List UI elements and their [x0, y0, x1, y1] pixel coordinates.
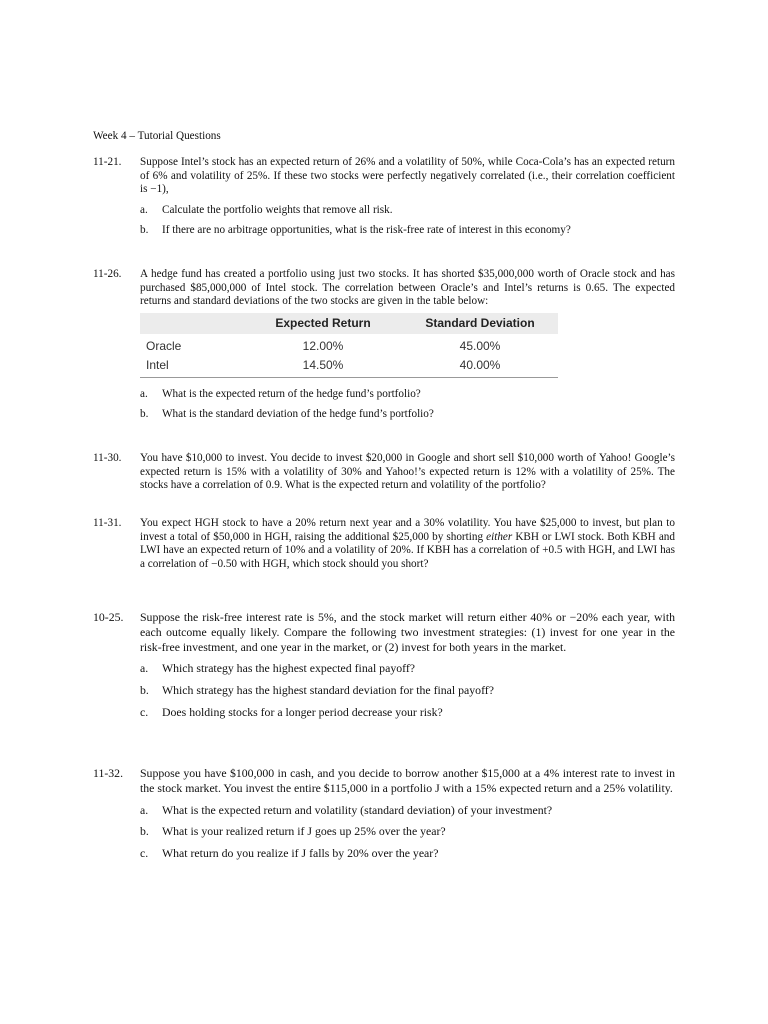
table-cell: Intel	[140, 356, 244, 378]
question-part	[140, 388, 675, 402]
question-part	[140, 824, 675, 839]
part-letter: b.	[140, 224, 149, 237]
table-header	[140, 313, 244, 334]
part-letter: a.	[140, 802, 149, 817]
table-cell: 45.00%	[459, 338, 501, 353]
table-header: Expected Return	[244, 313, 402, 334]
part-letter: b.	[140, 408, 149, 421]
question-text	[140, 517, 675, 571]
part-text: Which strategy has the highest standard deviation for the final payoff?	[162, 683, 494, 698]
question-number: 11-31.	[93, 517, 122, 529]
question-part	[140, 204, 675, 218]
question-part	[140, 705, 675, 720]
table-cell: Oracle	[146, 338, 182, 353]
part-text: What is the expected return and volatility (standard deviation) of your investment?	[162, 802, 553, 817]
question-11-21	[93, 156, 675, 238]
table-header-row	[140, 313, 558, 334]
question-text: A hedge fund has created a portfolio using just two stocks. It has shorted $35,000,000 worth of Oracle stock and has purchased $85,000,000 of Intel stock. The correlation between Oracle’s and Intel’s returns is 0.65. The expected returns and standard deviations of the two stocks are given in the table below:	[140, 268, 675, 308]
part-text: What is your realized return if J goes up 25% over the year?	[162, 824, 446, 839]
question-number: 11-32.	[93, 766, 124, 780]
question-number: 11-21.	[93, 156, 122, 168]
question-part	[140, 683, 675, 698]
question-text-part: You expect HGH stock to have a 20% return next year and a 30% volatility. You have $25,000 to invest, but plan to invest a total of $50,000 in HGH, raising the additional $25,000 by shorting	[140, 517, 675, 543]
part-text: Which strategy has the highest expected final payoff?	[162, 661, 415, 676]
question-number: 11-30.	[93, 452, 122, 464]
part-letter: c.	[140, 704, 149, 719]
table-cell: 14.50%	[244, 356, 402, 378]
part-letter: c.	[140, 846, 149, 861]
part-text: What return do you realize if J falls by 20% over the year?	[162, 846, 439, 861]
part-letter: b.	[140, 824, 149, 839]
question-part	[140, 408, 675, 422]
table-row	[140, 334, 558, 356]
stock-data-table	[140, 313, 558, 378]
question-11-31	[93, 517, 675, 571]
question-part	[140, 661, 675, 676]
part-letter: a.	[140, 661, 149, 676]
part-letter: a.	[140, 203, 148, 216]
table-header: Standard Deviation	[402, 313, 558, 334]
question-text: Suppose you have $100,000 in cash, and you decide to borrow another $15,000 at a 4% interest rate to invest in the stock market. You invest the entire $115,000 in a portfolio J with a 15% expected return and a 25% volatility.	[140, 766, 675, 795]
question-10-25	[93, 610, 675, 720]
question-part	[140, 846, 675, 861]
table-cell: 12.00%	[302, 338, 344, 353]
question-text: You have $10,000 to invest. You decide to invest $20,000 in Google and short sell $10,000 worth of Yahoo! Google’s expected return is 15% with a volatility of 30% and Yahoo!’s expected return is 12% with a volatility of 25%. The stocks have a correlation of 0.9. What is the expected return and volatility of the portfolio?	[140, 452, 675, 492]
question-number: 11-26.	[93, 268, 122, 280]
table-cell: 40.00%	[402, 356, 558, 378]
question-text: Suppose Intel’s stock has an expected return of 26% and a volatility of 50%, while Coca-Cola’s has an expected return of 6% and volatility of 25%. If these two stocks were perfectly negatively correlated (i.e., their correlation coefficient is −1),	[140, 156, 675, 196]
question-11-32	[93, 766, 675, 861]
table-row	[140, 356, 558, 378]
question-text-part: KBH or LWI stock. Both KBH and LWI have an expected return of 10% and a volatility of 20%. If KBH has a correlation of +0.5 with HGH, and LWI has a correlation of −0.50 with HGH, which stock should you short?	[140, 530, 675, 570]
question-number: 10-25.	[93, 610, 124, 624]
part-text: Does holding stocks for a longer period decrease your risk?	[162, 704, 443, 719]
part-letter: b.	[140, 683, 149, 698]
document-title: Week 4 – Tutorial Questions	[93, 130, 221, 142]
part-text: What is the standard deviation of the hedge fund’s portfolio?	[162, 408, 434, 421]
part-text: Calculate the portfolio weights that remove all risk.	[162, 203, 393, 216]
question-11-26	[93, 268, 675, 422]
question-part	[140, 803, 675, 818]
question-part	[140, 224, 675, 238]
part-letter: a.	[140, 387, 148, 400]
emphasized-word: either	[486, 530, 513, 543]
question-text: Suppose the risk-free interest rate is 5%, and the stock market will return either 40% or −20% each year, with each outcome equally likely. Compare the following two investment strategies: (1) invest for one year in the risk-free investment, and one year in the market, or (2) invest for both years in the market.	[140, 610, 675, 654]
part-text: If there are no arbitrage opportunities, what is the risk-free rate of interest in this economy?	[162, 224, 571, 237]
part-text: What is the expected return of the hedge fund’s portfolio?	[162, 387, 421, 400]
question-11-30	[93, 452, 675, 493]
